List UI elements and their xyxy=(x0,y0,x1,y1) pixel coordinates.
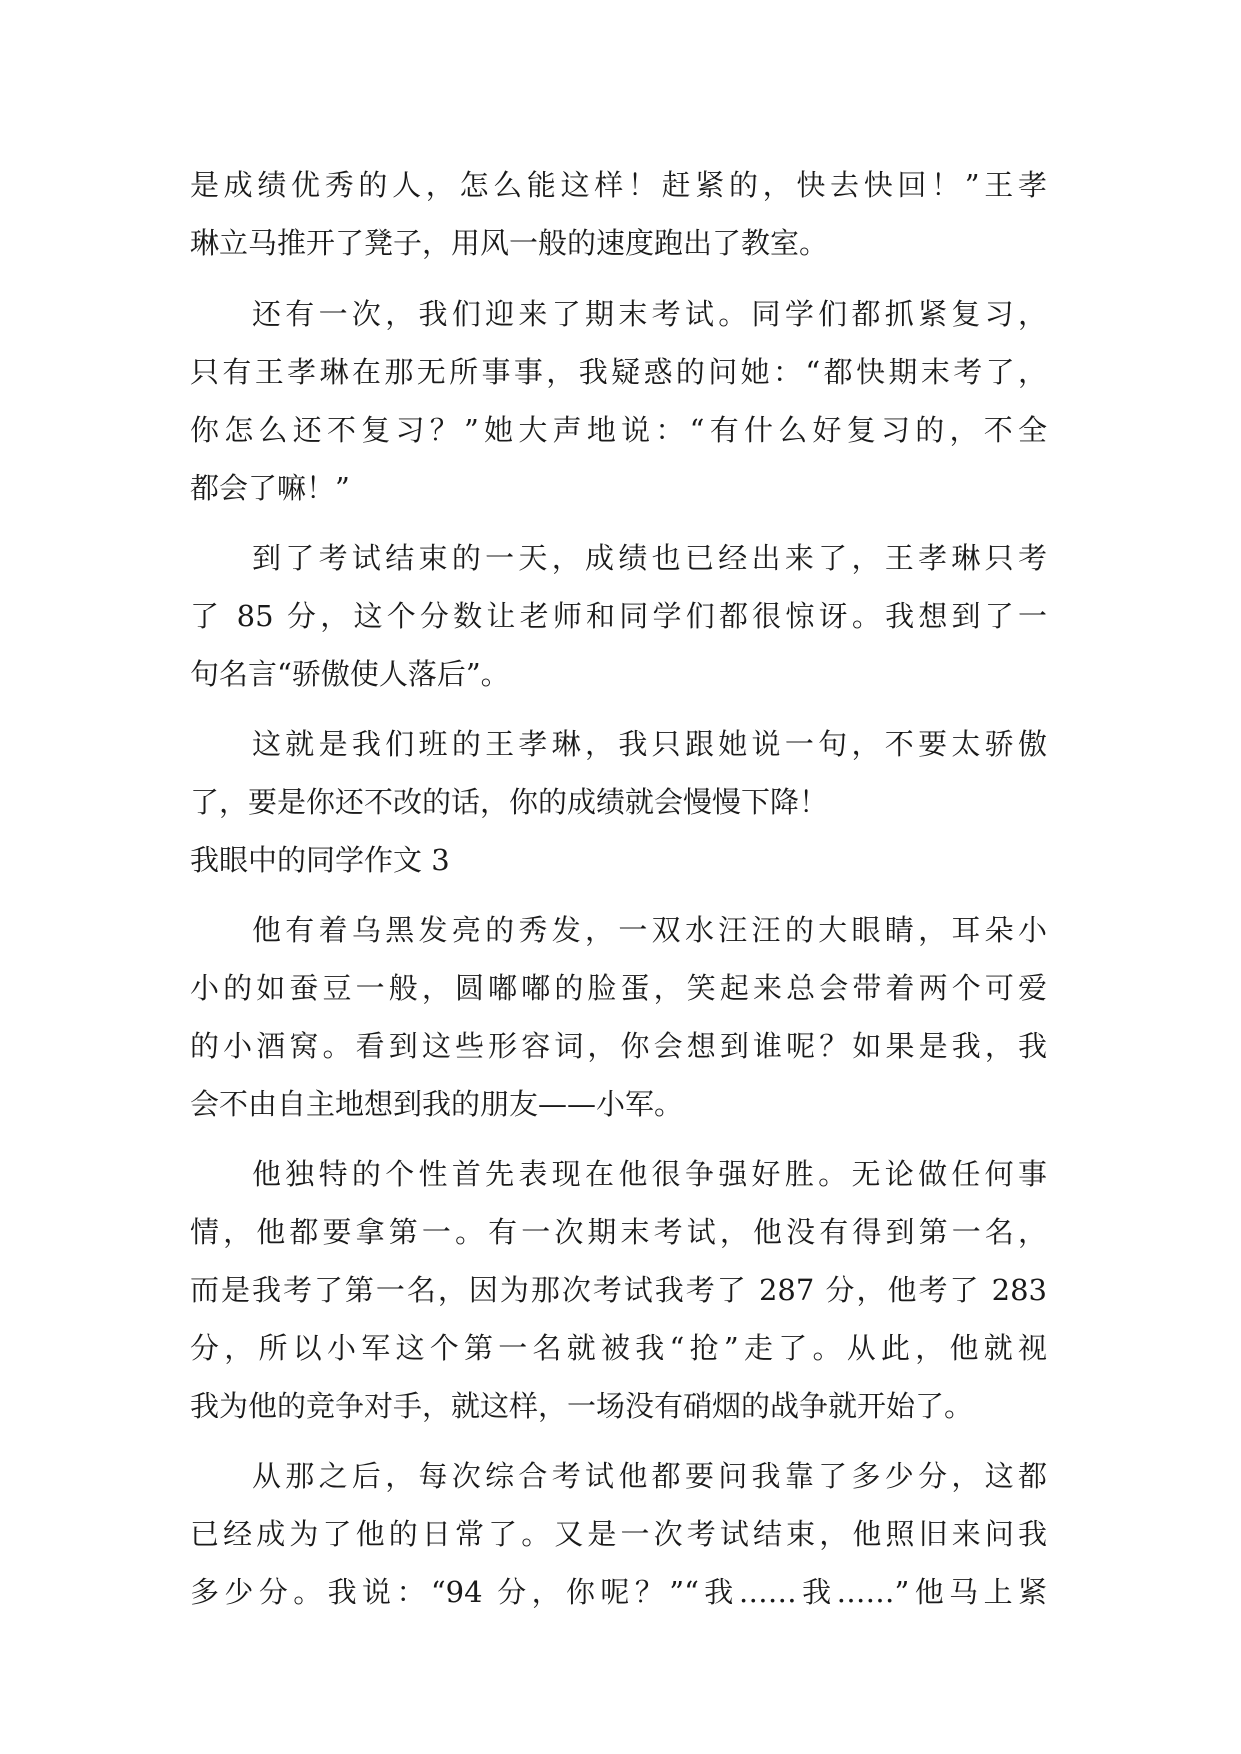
text-line: 从那之后，每次综合考试他都要问我靠了多少分，这都 xyxy=(252,1459,1047,1493)
text-line: 而是我考了第一名，因为那次考试我考了 287 分，他考了 283 xyxy=(190,1273,1047,1307)
text-line: 琳立马推开了凳子，用风一般的速度跑出了教室。 xyxy=(190,226,829,260)
text-line: 他独特的个性首先表现在他很争强好胜。无论做任何事 xyxy=(252,1157,1047,1191)
text-line: 情，他都要拿第一。有一次期末考试，他没有得到第一名， xyxy=(190,1215,1047,1249)
text-line: 到了考试结束的一天，成绩也已经出来了，王孝琳只考 xyxy=(252,541,1047,575)
text-line: 他有着乌黑发亮的秀发，一双水汪汪的大眼睛，耳朵小 xyxy=(252,913,1047,947)
text-line: 分，所以小军这个第一名就被我“抢”走了。从此，他就视 xyxy=(190,1331,1047,1365)
text-line: 还有一次，我们迎来了期末考试。同学们都抓紧复习， xyxy=(252,297,1047,331)
text-line: 这就是我们班的王孝琳，我只跟她说一句，不要太骄傲 xyxy=(252,727,1047,761)
text-line: 多少分。我说：“94 分，你呢？”“我……我……”他马上紧 xyxy=(190,1575,1047,1609)
text-line: 都会了嘛！” xyxy=(190,471,350,505)
text-line: 句名言“骄傲使人落后”。 xyxy=(190,657,510,691)
text-line: 了 85 分，这个分数让老师和同学们都很惊讶。我想到了一 xyxy=(190,599,1047,633)
text-line: 你怎么还不复习？”她大声地说：“有什么好复习的，不全 xyxy=(190,413,1047,447)
text-line: 是成绩优秀的人，怎么能这样！赶紧的，快去快回！”王孝 xyxy=(190,168,1047,202)
text-line: 的小酒窝。看到这些形容词，你会想到谁呢？如果是我，我 xyxy=(190,1029,1047,1063)
text-line: 小的如蚕豆一般，圆嘟嘟的脸蛋，笑起来总会带着两个可爱 xyxy=(190,971,1047,1005)
text-line: 会不由自主地想到我的朋友——小军。 xyxy=(190,1087,684,1121)
text-line: 已经成为了他的日常了。又是一次考试结束，他照旧来问我 xyxy=(190,1517,1047,1551)
text-line: 了，要是你还不改的话，你的成绩就会慢慢下降！ xyxy=(190,785,829,819)
section-heading: 我眼中的同学作文 3 xyxy=(190,843,450,877)
text-line: 我为他的竞争对手，就这样，一场没有硝烟的战争就开始了。 xyxy=(190,1389,974,1423)
text-line: 只有王孝琳在那无所事事，我疑惑的问她：“都快期末考了， xyxy=(190,355,1047,389)
